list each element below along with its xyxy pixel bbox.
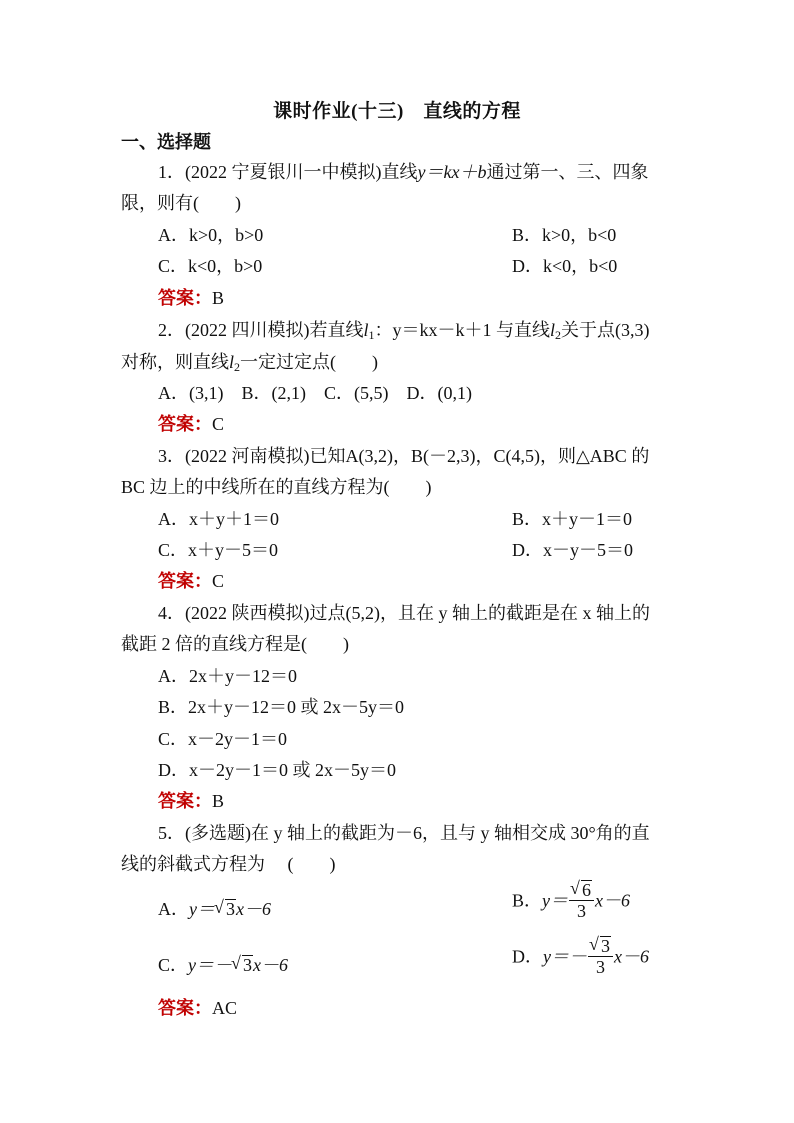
q2-options[interactable]: A．(3,1) B．(2,1) C．(5,5) D．(0,1): [158, 383, 472, 403]
q5-answer-value: AC: [212, 998, 238, 1018]
q3-answer: [158, 569, 224, 593]
fraction: [588, 936, 613, 977]
q3-line2: BC 边上的中线所在的直线方程为( ): [121, 477, 432, 497]
line-l2: l: [229, 352, 235, 372]
option-label: B．: [512, 890, 543, 911]
q4-answer-value: B: [212, 791, 225, 811]
sqrt-symbol: [215, 897, 236, 921]
q2-text-a: 2．(2022 四川模拟)若直线: [158, 320, 364, 340]
q3-option-c[interactable]: C．x＋y－5＝0: [158, 540, 279, 560]
option-post: x－6: [614, 946, 649, 967]
radicand: 6: [582, 880, 592, 900]
option-label: D．: [512, 946, 543, 967]
q3-line1: 3．(2022 河南模拟)已知A(3,2)，B(－2,3)，C(4,5)，则△ABC 的: [158, 446, 650, 466]
option-post: x－6: [253, 955, 289, 975]
q4-line1: 4．(2022 陕西模拟)过点(5,2)，且在 y 轴上的截距是在 x 轴上的: [158, 603, 650, 623]
option-pre: y＝－: [543, 946, 587, 967]
option-label: A．: [158, 899, 189, 919]
q5-line1: 5．(多选题)在 y 轴上的截距为－6，且与 y 轴相交成 30°角的直: [158, 823, 650, 843]
option-pre: y＝: [542, 890, 569, 911]
q1-option-a[interactable]: A．k>0，b>0: [158, 225, 264, 245]
option-label: C．: [158, 955, 189, 975]
fraction-denominator: 3: [577, 901, 587, 921]
line-l1: l: [363, 320, 369, 340]
q2-text-e: 一定过定点( ): [240, 352, 379, 372]
radicand: 3: [226, 899, 235, 919]
radicand: 3: [601, 936, 610, 956]
q1-text-b: 通过第一、三、四象: [486, 162, 649, 182]
q1-answer: [158, 286, 224, 310]
q5-line2: 线的斜截式方程为 ( ): [121, 854, 336, 874]
line-l2-sub: 2: [555, 328, 562, 342]
option-post: x－6: [595, 890, 631, 911]
q1-option-c[interactable]: C．k<0，b>0: [158, 256, 263, 276]
line-l1-sub: 1: [368, 328, 375, 342]
q2-text-d: 对称，则直线: [121, 352, 229, 372]
q5-answer: [158, 996, 237, 1020]
answer-label: 答案：: [158, 571, 212, 591]
answer-label: 答案：: [158, 998, 212, 1018]
sqrt-symbol: [232, 953, 253, 977]
fraction-numerator: [588, 936, 613, 957]
q2-line2: [121, 350, 378, 379]
option-post: x－6: [236, 899, 271, 919]
q1-line2: 限，则有( ): [121, 193, 241, 213]
q2-line1: [158, 318, 650, 347]
q1-option-b[interactable]: B．k>0，b<0: [512, 225, 617, 245]
fraction-denominator: 3: [596, 957, 605, 977]
q5-option-c[interactable]: [158, 953, 288, 977]
q2-text-b: ：y＝kx－k＋1 与直线: [374, 320, 551, 340]
q2-answer-value: C: [212, 414, 225, 434]
fraction-numerator: [569, 880, 594, 901]
q2-text-c: 关于点(3,3): [561, 320, 650, 340]
sqrt-symbol: [571, 880, 592, 900]
q3-option-a[interactable]: A．x＋y＋1＝0: [158, 509, 279, 529]
q4-option-b[interactable]: B．2x＋y－12＝0 或 2x－5y＝0: [158, 697, 405, 717]
q4-option-d[interactable]: D．x－2y－1＝0 或 2x－5y＝0: [158, 760, 396, 780]
page-title: 课时作业(十三) 直线的方程: [273, 101, 521, 122]
answer-label: 答案：: [158, 414, 212, 434]
q3-answer-value: C: [212, 571, 225, 591]
q4-option-c[interactable]: C．x－2y－1＝0: [158, 729, 288, 749]
q1-line1: [158, 160, 648, 184]
q1-text: 1．(2022 宁夏银川一中模拟)直线: [158, 162, 418, 182]
answer-label: 答案：: [158, 791, 212, 811]
q1-option-d[interactable]: D．k<0，b<0: [512, 256, 618, 276]
answer-label: 答案：: [158, 288, 212, 308]
option-pre: y＝: [189, 899, 215, 919]
line-l2: l: [550, 320, 556, 340]
q1-equation: y＝kx＋b: [417, 162, 487, 182]
q5-option-b[interactable]: [512, 880, 630, 921]
q4-line2: 截距 2 倍的直线方程是( ): [121, 634, 349, 654]
sqrt-symbol: [590, 936, 611, 956]
q3-option-b[interactable]: B．x＋y－1＝0: [512, 509, 633, 529]
q2-answer: [158, 412, 224, 436]
radicand: 3: [243, 955, 253, 975]
q5-option-a[interactable]: [158, 897, 271, 921]
fraction: [569, 880, 594, 921]
q1-answer-value: B: [212, 288, 225, 308]
q4-option-a[interactable]: A．2x＋y－12＝0: [158, 666, 297, 686]
section-heading: 一、选择题: [121, 132, 211, 152]
option-pre: y＝－: [188, 955, 233, 975]
line-l2-sub: 2: [234, 360, 241, 374]
q4-answer: [158, 789, 224, 813]
q3-option-d[interactable]: D．x－y－5＝0: [512, 540, 633, 560]
q5-option-d[interactable]: [512, 936, 649, 977]
